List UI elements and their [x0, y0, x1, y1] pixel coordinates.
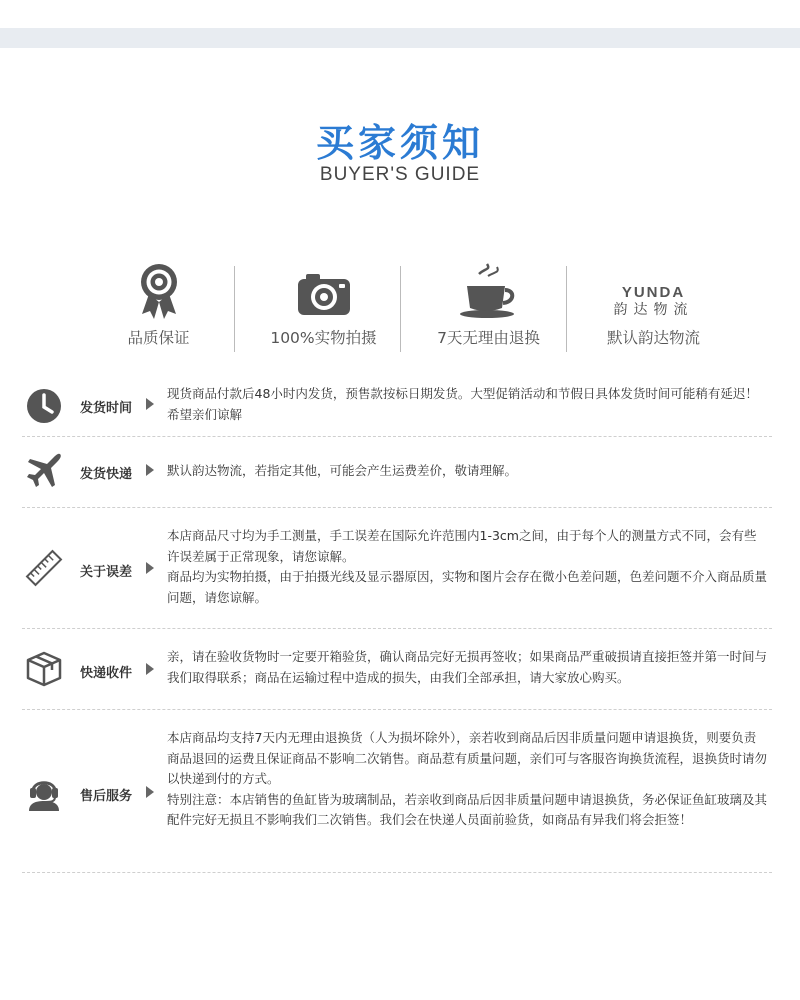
arrow-right-icon: [146, 464, 154, 476]
divider: [566, 266, 567, 352]
info-row-courier: [22, 437, 772, 508]
yunda-logo: [571, 284, 736, 319]
row-label: 发货快递: [80, 467, 133, 482]
info-row-ship-time: [22, 374, 772, 437]
row-label: 发货时间: [80, 401, 133, 416]
arrow-right-icon: [146, 786, 154, 798]
package-icon: [24, 649, 64, 689]
top-band: [0, 28, 800, 48]
divider: [400, 266, 401, 352]
row-label: 关于误差: [80, 565, 133, 580]
row-text: [167, 384, 767, 425]
yunda-logo-text-cn: 韵达物流: [613, 302, 694, 318]
feature-label: 默认韵达物流: [606, 329, 700, 347]
info-row-after-sales: [22, 710, 772, 873]
row-text: [167, 461, 767, 482]
feature-strip: [76, 262, 736, 354]
row-paragraph: 商品均为实物拍摄，由于拍摄光线及显示器原因，实物和图片会存在微小色差问题，色差问题不介入商品质量问题，请您谅解。: [167, 569, 768, 605]
feature-label: 100%实物拍摄: [270, 329, 377, 347]
info-list: [22, 374, 772, 873]
row-paragraph: 本店商品尺寸均为手工测量，手工误差在国际允许范围内1-3cm之间，由于每个人的测量方式不同，会有些许误差属于正常现象，请您谅解。: [167, 528, 757, 564]
row-paragraph: 本店商品均支持7天内无理由退换货（人为损坏除外），亲若收到商品后因非质量问题申请退换货，则要负责商品退回的运费且保证商品不影响二次销售。商品惹有质量问题，亲们可与客服咨询换货流程，退换货时请勿以快递到付的方式。: [167, 730, 768, 786]
medal-icon: [76, 262, 241, 322]
divider: [234, 266, 235, 352]
info-row-error: [22, 508, 772, 629]
row-text: [167, 728, 767, 831]
row-text: [167, 526, 767, 608]
arrow-right-icon: [146, 663, 154, 675]
feature-return: [406, 262, 571, 354]
row-text: [167, 647, 767, 688]
row-label: 售后服务: [80, 789, 133, 804]
clock-icon: [24, 386, 64, 426]
feature-shipping: [571, 262, 736, 354]
info-row-receive: [22, 629, 772, 710]
page-subtitle: BUYER'S GUIDE: [319, 164, 481, 185]
page-title: 买家须知: [315, 121, 484, 165]
arrow-right-icon: [146, 562, 154, 574]
customer-service-icon: [24, 772, 64, 812]
row-paragraph: 亲，请在验收货物时一定要开箱验货，确认商品完好无损再签收；如果商品严重破损请直接拒签并第一时间与我们取得联系；商品在运输过程中造成的损失，由我们全部承担，请大家放心购买。: [167, 649, 768, 685]
feature-label: 品质保证: [127, 329, 190, 347]
camera-icon: [241, 262, 406, 322]
feature-photo: [241, 262, 406, 354]
row-paragraph: 现货商品付款后48小时内发货，预售款按标日期发货。大型促销活动和节假日具体发货时间可能稍有延迟！希望亲们谅解: [167, 386, 758, 422]
yunda-logo-text: YUNDA: [621, 284, 686, 301]
row-paragraph: 特别注意：本店销售的鱼缸皆为玻璃制品，若亲收到商品后因非质量问题申请退换货，务必保证鱼缸玻璃及其配件完好无损且不影响我们二次销售。我们会在快递人员面前验货，如商品有异我们将会拒签！: [167, 791, 768, 827]
row-label: 快递收件: [80, 666, 133, 681]
feature-quality: [76, 262, 241, 354]
airplane-icon: [24, 451, 64, 491]
row-paragraph: 默认韵达物流，若指定其他，可能会产生运费差价，敬请理解。: [167, 463, 518, 478]
coffee-cup-icon: [406, 262, 571, 322]
feature-label: 7天无理由退换: [437, 329, 540, 347]
arrow-right-icon: [146, 398, 154, 410]
ruler-icon: [24, 548, 64, 588]
